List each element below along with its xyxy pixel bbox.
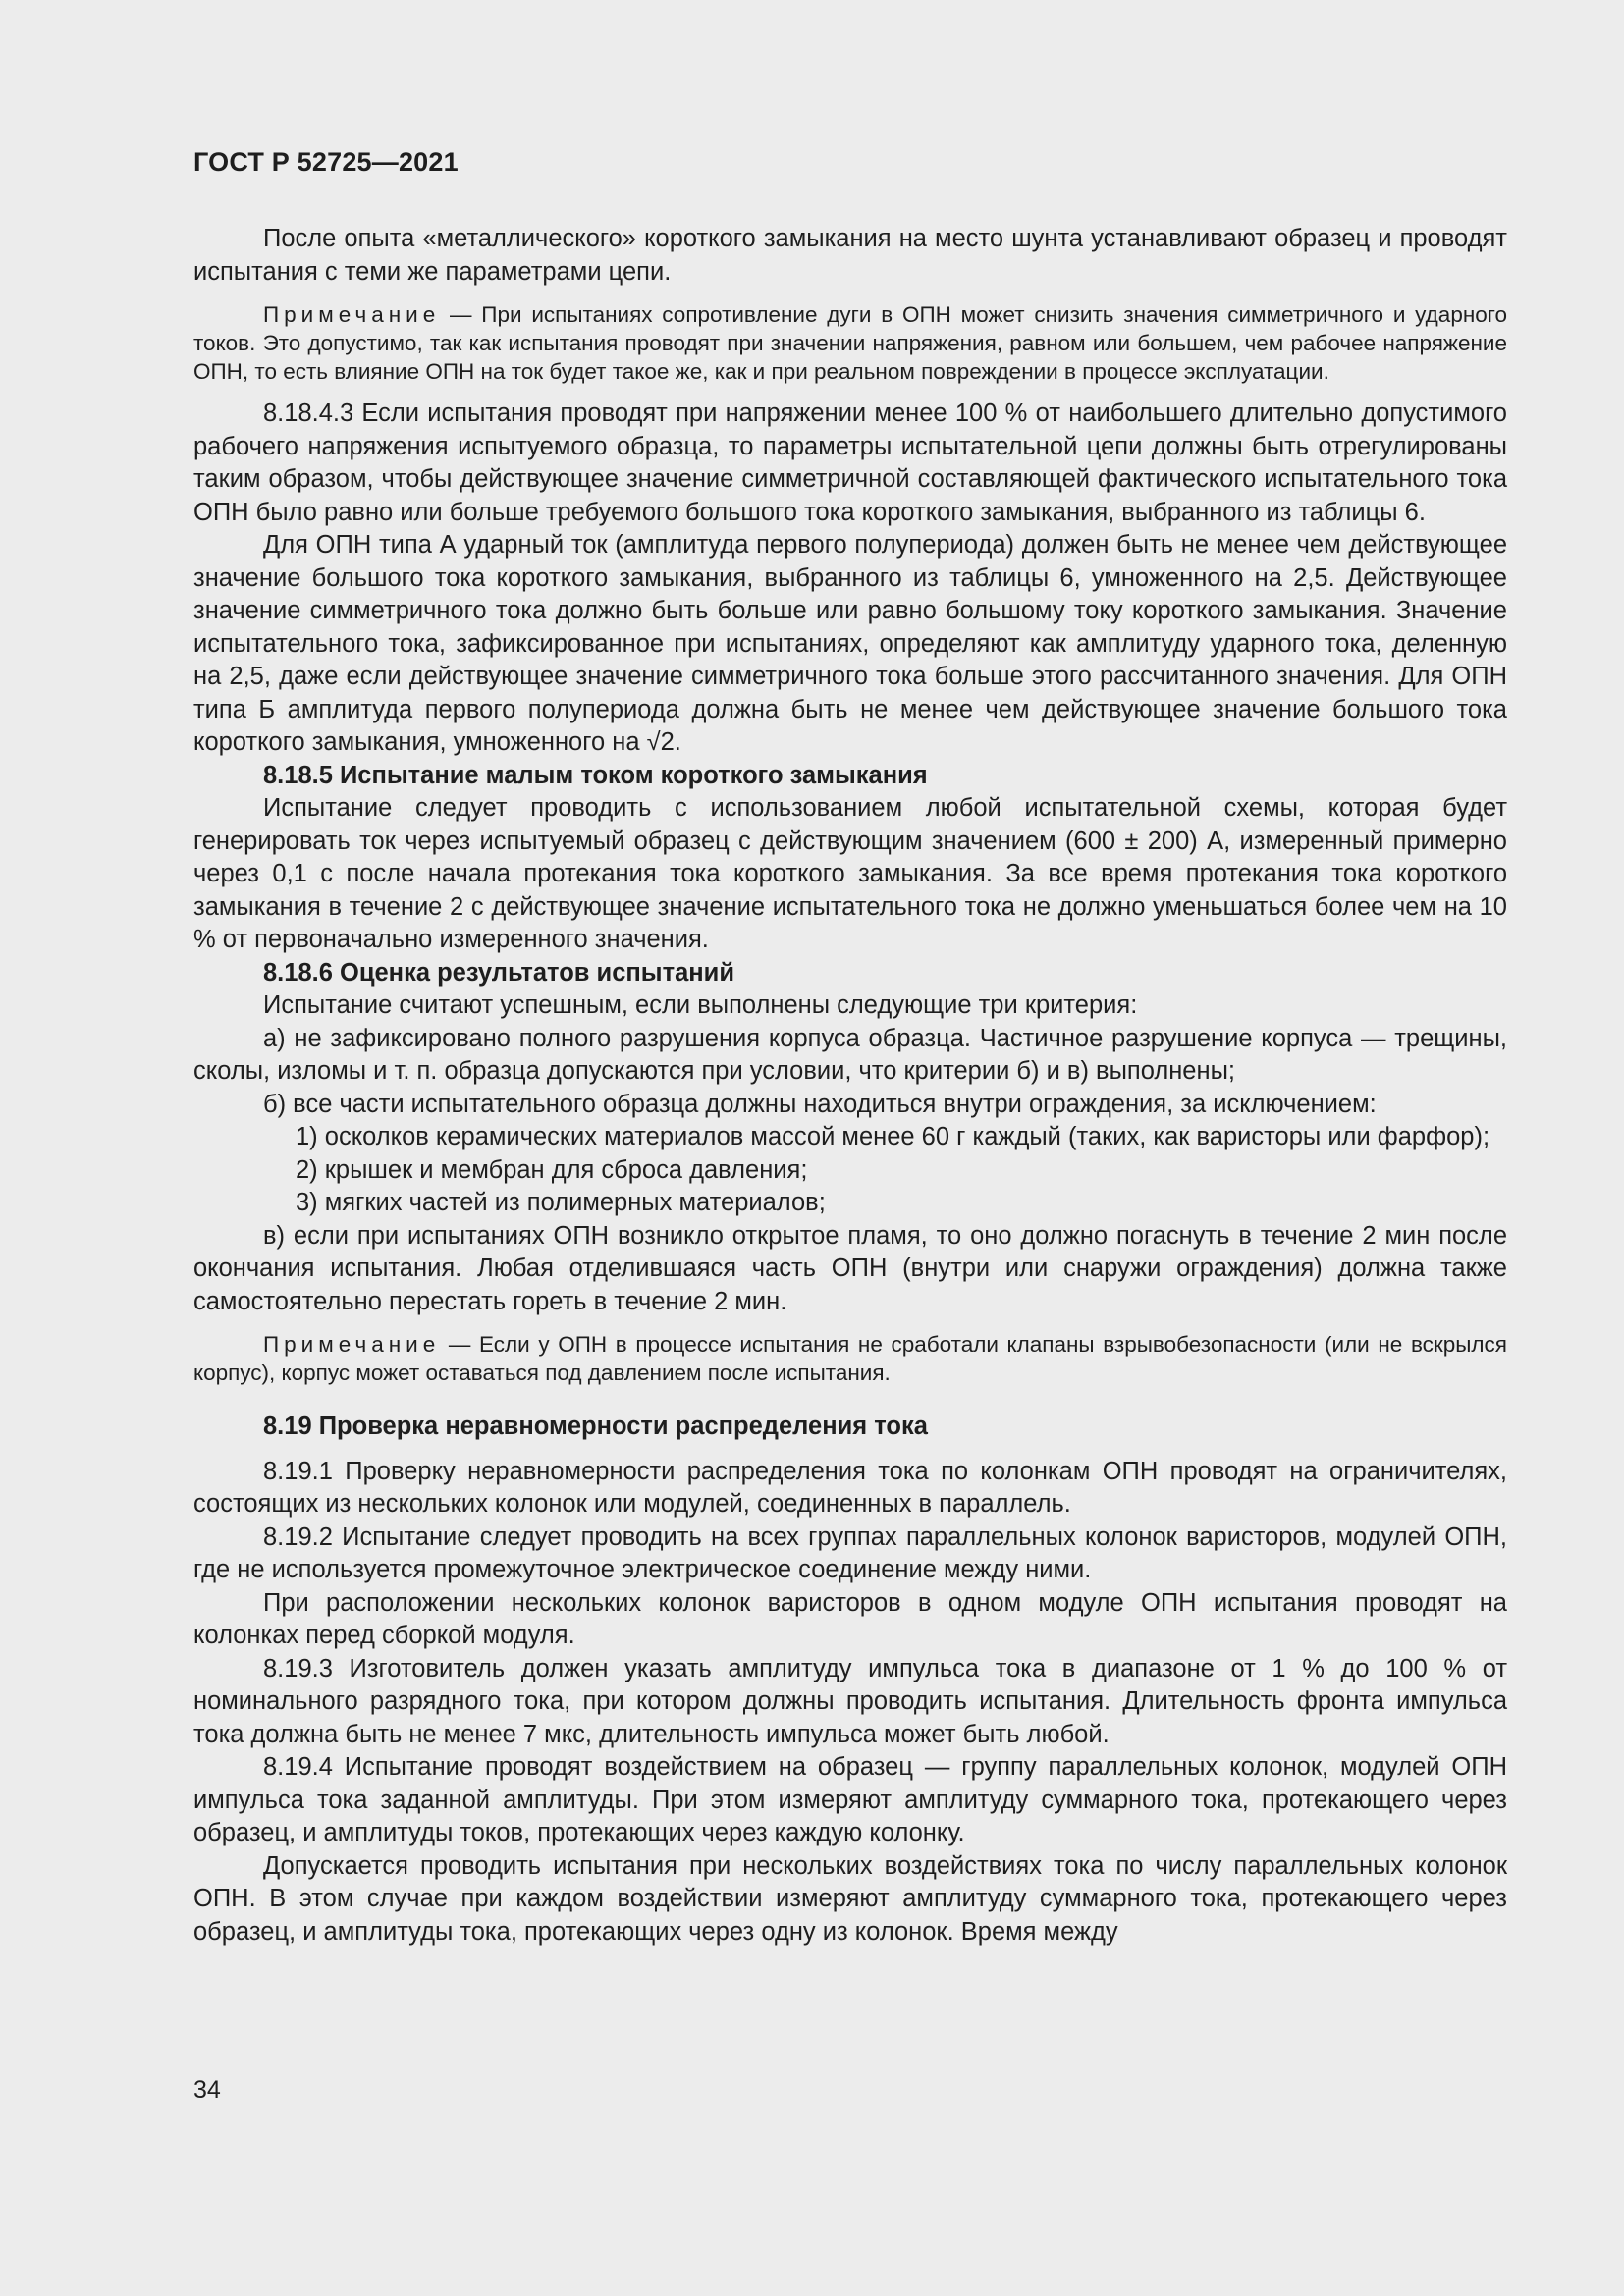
paragraph: После опыта «металлического» короткого замыкания на место шунта устанавливают образец и проводят испытания с теми же параметрами цепи.	[193, 225, 1507, 286]
paragraph-8-19-4: 8.19.4 Испытание проводят воздействием на образец — группу параллельных колонок, модулей ОПН импульса тока заданной амплитуды. При этом измеряют амплитуду суммарного тока, протекающего через образец, и амплитуды токов, протекающих через каждую колонку.	[193, 1753, 1507, 1846]
paragraph-8-19-3: 8.19.3 Изготовитель должен указать амплитуду импульса тока в диапазоне от 1 % до 100 % от номинального разрядного тока, при котором должны проводить испытания. Длительность фронта импульса тока должна быть не менее 7 мкс, длительность импульса может быть любой.	[193, 1654, 1507, 1748]
paragraph-8-18-4-3: 8.18.4.3 Если испытания проводят при напряжении менее 100 % от наибольшего длительно допустимого рабочего напряжения испытуемого образца, то параметры испытательной цепи должны быть отрегулированы таким образом, чтобы действующее значение симметричной составляющей фактического испытательного тока ОПН было равно или больше требуемого большого тока короткого замыкания, выбранного из таблицы 6.	[193, 400, 1507, 526]
section-heading-8-19: 8.19 Проверка неравномерности распределения тока	[263, 1413, 928, 1440]
paragraph: Испытание считают успешным, если выполнены следующие три критерия:	[263, 991, 1138, 1019]
list-item: б) все части испытательного образца должны находиться внутри ограждения, за исключением:	[263, 1090, 1377, 1118]
note-label: Примечание	[263, 1332, 441, 1357]
paragraph: Испытание следует проводить с использованием любой испытательной схемы, которая будет генерировать ток через испытуемый образец с действующим значением (600 ± 200) А, измеренный примерно через 0,1 с после начала протекания тока короткого замыкания. За все время протекания тока короткого замыкания в течение 2 с действующее значение испытательного тока не должно уменьшаться более чем на 10 % от первоначально измеренного значения.	[193, 794, 1507, 953]
paragraph: Допускается проводить испытания при нескольких воздействиях тока по числу параллельных колонок ОПН. В этом случае при каждом воздействии измеряют амплитуду суммарного тока, протекающего через образец, и амплитуды тока, протекающих через одну из колонок. Время между	[193, 1851, 1507, 1946]
list-item: 3) мягких частей из полимерных материалов;	[296, 1189, 826, 1216]
paragraph: При расположении нескольких колонок варисторов в одном модуле ОПН испытания проводят на колонках перед сборкой модуля.	[193, 1588, 1507, 1649]
paragraph-8-19-1: 8.19.1 Проверку неравномерности распределения тока по колонкам ОПН проводят на ограничителях, состоящих из нескольких колонок или модулей, соединенных в параллель.	[193, 1457, 1507, 1518]
note-label: Примечание	[263, 302, 441, 327]
document-header: ГОСТ Р 52725—2021	[193, 147, 459, 177]
paragraph: Для ОПН типа А ударный ток (амплитуда первого полупериода) должен быть не менее чем действующее значение большого тока короткого замыкания, выбранного из таблицы 6, умноженного на 2,5. Действующее значение симметричного тока должно быть больше или равно большому току короткого замыкания. Значение испытательного тока, зафиксированное при испытаниях, определяют как амплитуду ударного тока, деленную на 2,5, даже если действующее значение симметричного тока больше этого рассчитанного значения. Для ОПН типа Б амплитуда первого полупериода должна быть не менее чем действующее значение большого тока короткого замыкания, умноженного на √2.	[193, 531, 1507, 756]
section-heading-8-18-5: 8.18.5 Испытание малым током короткого замыкания	[263, 761, 928, 789]
list-item: 2) крышек и мембран для сброса давления;	[296, 1155, 808, 1184]
list-item: в) если при испытаниях ОПН возникло открытое пламя, то оно должно погаснуть в течение 2 мин после окончания испытания. Любая отделившаяся часть ОПН (внутри или снаружи ограждения) должна также самостоятельно перестать гореть в течение 2 мин.	[193, 1221, 1507, 1315]
list-item: 1) осколков керамических материалов массой менее 60 г каждый (таких, как варисторы или фарфор);	[296, 1123, 1490, 1150]
note-text: — При испытаниях сопротивление дуги в ОПН может снизить значения симметричного и ударного токов. Это допустимо, так как испытания проводят при значении напряжения, равном или большем, чем рабочее напряжение ОПН, то есть влияние ОПН на ток будет такое же, как и при реальном повреждении в процессе эксплуатации.	[193, 302, 1507, 384]
section-heading-8-18-6: 8.18.6 Оценка результатов испытаний	[263, 958, 735, 987]
note	[193, 1330, 1507, 1387]
list-item: а) не зафиксировано полного разрушения корпуса образца. Частичное разрушение корпуса — трещины, сколы, изломы и т. п. образца допускаются при условии, что критерии б) и в) выполнены;	[193, 1024, 1507, 1085]
paragraph-8-19-2: 8.19.2 Испытание следует проводить на всех группах параллельных колонок варисторов, модулей ОПН, где не используется промежуточное электрическое соединение между ними.	[193, 1522, 1507, 1583]
document-body	[193, 223, 1507, 1949]
note-text: — Если у ОПН в процессе испытания не сработали клапаны взрывобезопасности (или не вскрылся корпус), корпус может оставаться под давлением после испытания.	[193, 1332, 1507, 1385]
page-number: 34	[193, 2076, 221, 2104]
note	[193, 300, 1507, 386]
